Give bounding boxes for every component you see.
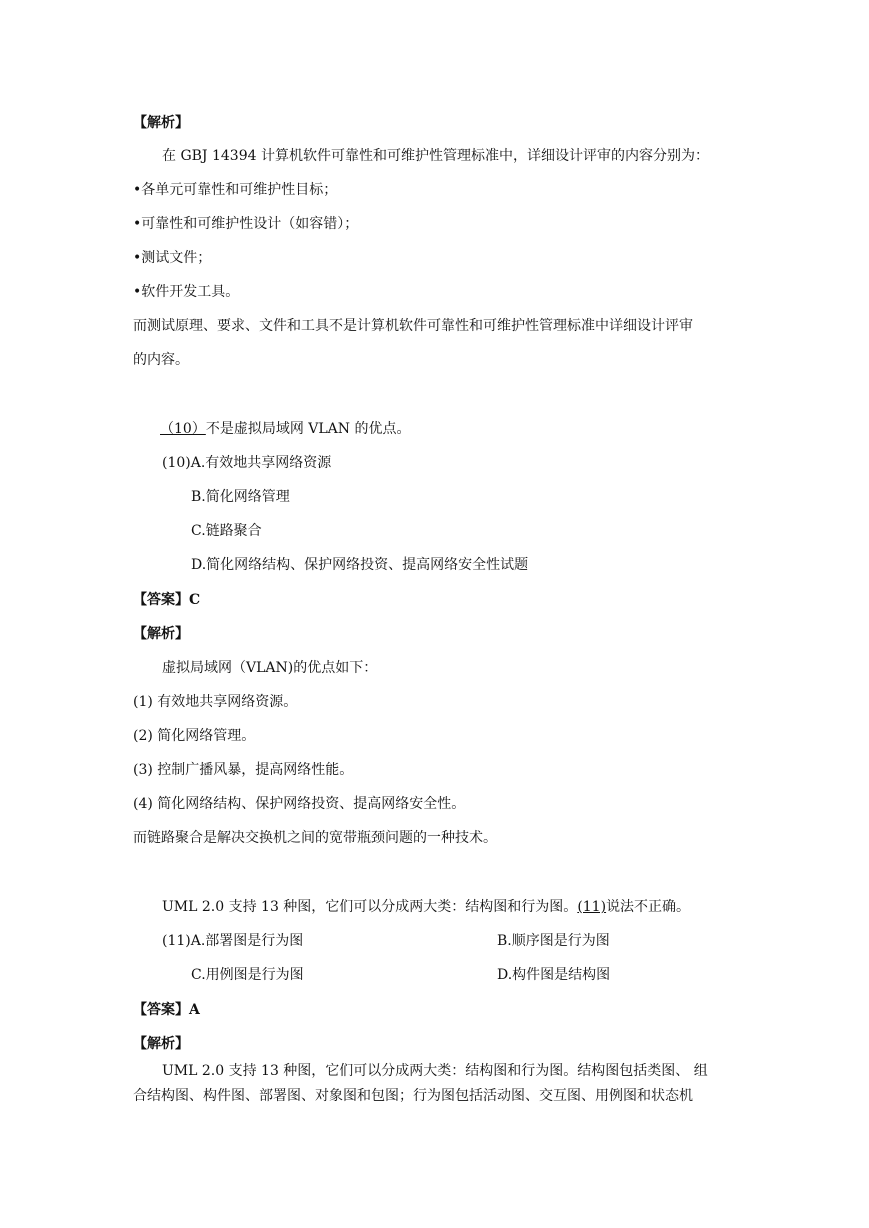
q11-answer: 【答案】A (133, 1002, 200, 1018)
q10-point: (2) 简化网络管理。 (133, 728, 256, 744)
q10-stem (160, 420, 411, 438)
q9-bullet: •可靠性和可维护性设计（如容错）； (133, 216, 359, 232)
q9-analysis-intro: 在 GBJ 14394 计算机软件可靠性和可维护性管理标准中，详细设计评审的内容分别为： (162, 148, 709, 164)
q11-option-c: C.用例图是行为图 (191, 967, 304, 983)
q10-option-b: B.简化网络管理 (191, 489, 290, 505)
q10-analysis-intro: 虚拟局域网（VLAN)的优点如下： (162, 660, 378, 676)
q10-point: (3) 控制广播风暴，提高网络性能。 (133, 762, 354, 778)
q10-option-c: C.链路聚合 (191, 523, 262, 539)
q10-option-a: (10)A.有效地共享网络资源 (162, 455, 332, 471)
q10-option-d: D.简化网络结构、保护网络投资、提高网络安全性试题 (191, 557, 529, 573)
q11-stem-before: UML 2.0 支持 13 种图，它们可以分成两大类：结构图和行为图。 (162, 899, 578, 915)
q11-option-b: B.顺序图是行为图 (497, 933, 610, 949)
q9-bullet: •各单元可靠性和可维护性目标； (133, 182, 338, 198)
q10-blank: （10） (160, 421, 206, 437)
q9-conclusion-line2: 的内容。 (133, 352, 189, 368)
q10-answer: 【答案】C (133, 592, 201, 608)
q9-bullet: •软件开发工具。 (133, 284, 240, 300)
q10-conclusion: 而链路聚合是解决交换机之间的宽带瓶颈问题的一种技术。 (133, 830, 497, 846)
q9-conclusion-line1: 而测试原理、要求、文件和工具不是计算机软件可靠性和可维护性管理标准中详细设计评审 (133, 318, 693, 334)
q11-blank: (11) (577, 899, 607, 915)
q11-stem-after: 说法不正确。 (606, 899, 691, 915)
q10-stem-text: 不是虚拟局域网 VLAN 的优点。 (205, 421, 411, 437)
q10-analysis-heading: 【解析】 (133, 626, 189, 642)
q10-point: (4) 简化网络结构、保护网络投资、提高网络安全性。 (133, 796, 466, 812)
q11-option-a: (11)A.部署图是行为图 (162, 933, 304, 949)
q11-analysis-heading: 【解析】 (133, 1036, 189, 1052)
q11-option-d: D.构件图是结构图 (497, 967, 611, 983)
q9-analysis-heading: 【解析】 (133, 115, 189, 131)
q10-point: (1) 有效地共享网络资源。 (133, 694, 298, 710)
q11-analysis-line2: 合结构图、构件图、部署图、对象图和包图；行为图包括活动图、交互图、用例图和状态机 (133, 1088, 693, 1104)
q11-stem (162, 898, 690, 916)
q11-analysis-line1: UML 2.0 支持 13 种图，它们可以分成两大类：结构图和行为图。结构图包括类图、 组 (162, 1063, 708, 1079)
q9-bullet: •测试文件； (133, 250, 212, 266)
